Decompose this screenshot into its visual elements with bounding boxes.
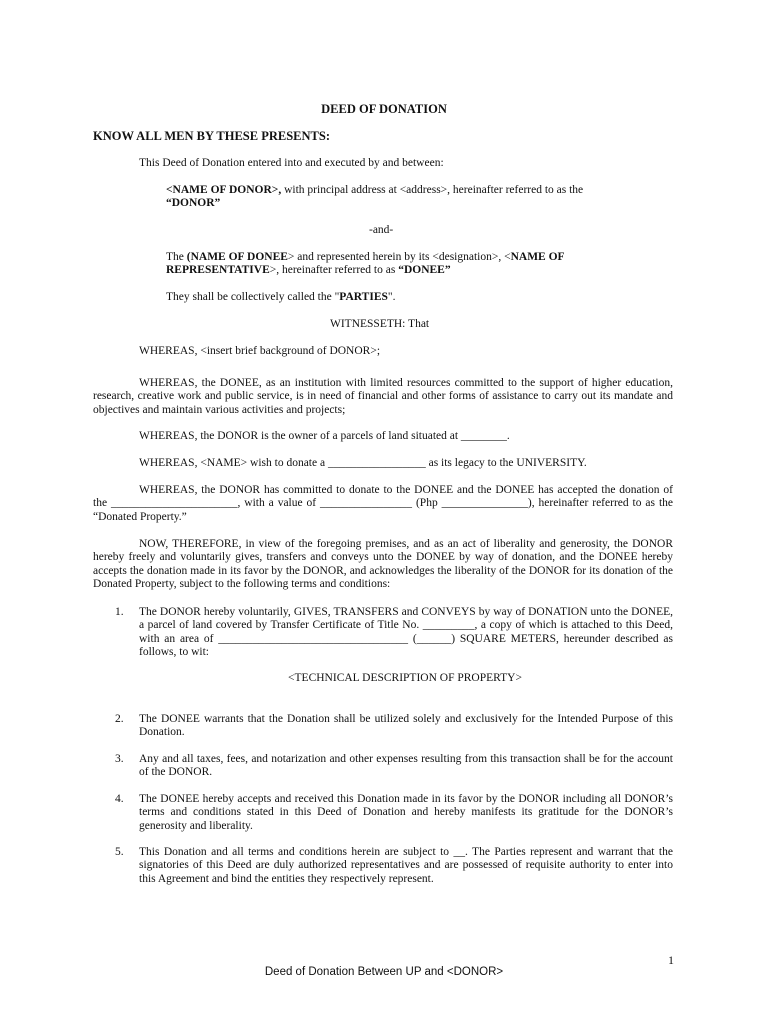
parties-post: ". — [387, 291, 396, 303]
donee-paragraph — [166, 251, 606, 278]
list-item-number: 1. — [115, 606, 124, 618]
list-item-number: 2. — [115, 713, 124, 725]
parties-paragraph — [166, 291, 395, 304]
document-title: DEED OF DONATION — [321, 102, 447, 116]
whereas-4: WHEREAS, <NAME> wish to donate a _________________ as its legacy to the UNIVERSITY. — [139, 457, 587, 469]
representative-name: NAME OF REPRESENTATIVE — [166, 251, 565, 277]
list-item-text: The DONOR hereby voluntarily, GIVES, TRANSFERS and CONVEYS by way of DONATION unto the DONEE, a parcel of land covered by Transfer Certificate of Title No. _________, a copy of which is attached to this Deed, with an area of _________________________________ (______) SQUARE METERS, hereunder described as follows, to wit: — [139, 606, 673, 659]
page-footer: Deed of Donation Between UP and <DONOR> — [264, 966, 504, 978]
list-item-text: This Donation and all terms and conditions herein are subject to __. The Parties represent and warrant that the signatories of this Deed are duly authorized representatives and are possessed of requisite authority to enter into this Agreement and bind the entities they respectively represent. — [139, 846, 673, 885]
and-separator: -and- — [369, 224, 394, 236]
parties-bold: PARTIES — [339, 291, 388, 303]
whereas-1: WHEREAS, <insert brief background of DONOR>; — [139, 345, 381, 357]
intro-paragraph: This Deed of Donation entered into and executed by and between: — [139, 157, 444, 169]
list-item-number: 4. — [115, 793, 124, 805]
donee-name: (NAME OF DONEE — [186, 251, 288, 263]
list-item — [115, 846, 673, 886]
parties-pre: They shall be collectively called the " — [166, 291, 340, 303]
list-item — [115, 793, 673, 833]
donee-text: > and represented herein by its <designation>, < — [287, 251, 511, 263]
list-item-text: The DONEE hereby accepts and received this Donation made in its favor by the DONOR including all DONOR’s terms and conditions stated in this Deed of Donation and hereby manifests its gratitude for the DONOR’s generosity and liberality. — [139, 793, 673, 832]
whereas-2: WHEREAS, the DONEE, as an institution with limited resources committed to the support of higher education, research, creative work and public service, is in need of financial and other forms of assistance to carry out its mandate and objectives and maintain various activities and projects; — [93, 377, 673, 416]
donor-text: with principal address at <address>, hereinafter referred to as the — [281, 184, 584, 196]
list-item — [115, 713, 673, 740]
whereas-3: WHEREAS, the DONOR is the owner of a parcels of land situated at ________. — [139, 430, 510, 442]
list-item — [115, 753, 673, 780]
representative-text: >, hereinafter referred to as — [269, 264, 399, 277]
know-all-heading: KNOW ALL MEN BY THESE PRESENTS: — [93, 129, 330, 143]
donee-label: “DONEE” — [398, 264, 451, 277]
page-number: 1 — [668, 953, 674, 967]
technical-description: <TECHNICAL DESCRIPTION OF PROPERTY> — [288, 672, 522, 684]
donor-name: <NAME OF DONOR>, — [166, 184, 282, 196]
list-item — [115, 606, 673, 660]
list-item-number: 5. — [115, 846, 124, 858]
list-item-number: 3. — [115, 753, 124, 765]
list-item-text: The DONEE warrants that the Donation shall be utilized solely and exclusively for the Intended Purpose of this Donation. — [139, 713, 673, 739]
donor-label: “DONOR” — [166, 197, 221, 210]
witnesseth: WITNESSETH: That — [330, 318, 430, 330]
whereas-5: WHEREAS, the DONOR has committed to donate to the DONEE and the DONEE has accepted the donation of the ______________________, with a value of ________________ (Php _______________), hereinafter referred to as the “Donated Property.” — [93, 484, 673, 523]
donor-paragraph — [166, 184, 606, 211]
donee-the: The — [166, 251, 187, 263]
list-item-text: Any and all taxes, fees, and notarization and other expenses resulting from this transaction shall be for the account of the DONOR. — [139, 753, 673, 779]
now-therefore: NOW, THEREFORE, in view of the foregoing premises, and as an act of liberality and generosity, the DONOR hereby freely and voluntarily gives, transfers and conveys unto the DONEE by way of donation, and the DONEE hereby accepts the donation made in its favor by the DONOR, and acknowledges the liberality of the DONOR for its donation of the Donated Property, subject to the following terms and conditions: — [93, 538, 673, 591]
